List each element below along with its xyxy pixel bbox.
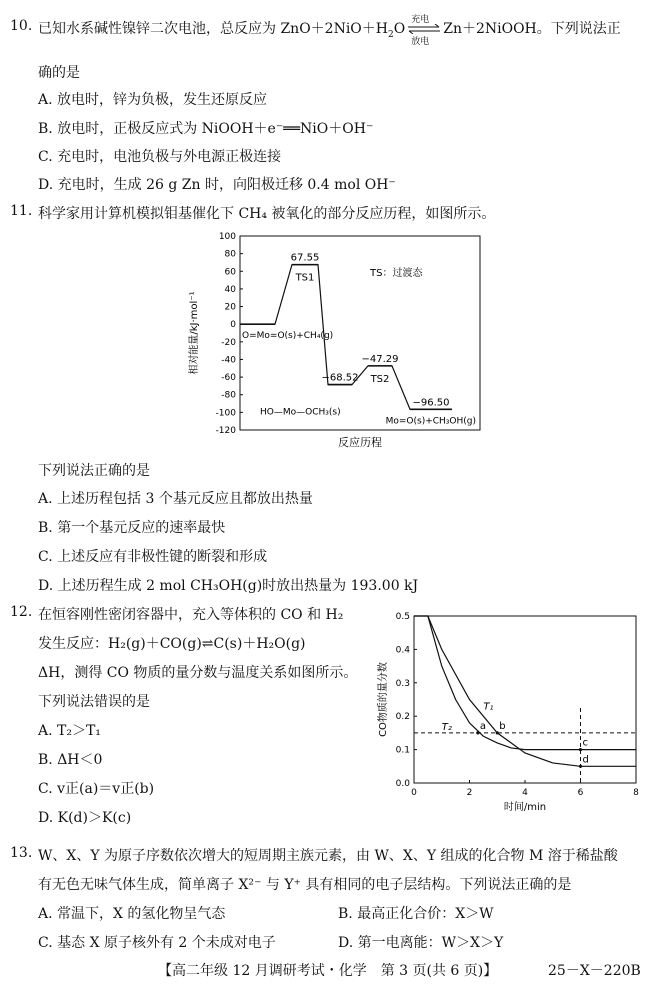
x-axis-label: 时间/min [503,802,547,813]
q12-option-b: B. ΔH＜0 [38,752,103,768]
q10-stem-line2: 确的是 [38,65,80,81]
y-tick-label: 20 [224,302,236,313]
y-axis-label: CO物质的量分数 [378,662,389,737]
y-tick-label: -20 [221,337,236,348]
q13-option-a: A. 常温下，X 的氢化物呈气态 [38,906,226,922]
series-line [414,616,636,766]
level-label: HO—Mo—OCH₃(s) [260,407,341,418]
level-label: Mo=O(s)+CH₃OH(g) [385,416,476,427]
energy-value-label: −47.29 [361,353,399,365]
footer-code: 25－X－220B [548,963,641,979]
q13-option-d: D. 第一电离能：W＞X＞Y [338,935,504,951]
q12-option-c: C. v正(a)＝v正(b) [38,781,155,797]
point-label: d [582,754,589,766]
y-tick-label: 100 [218,232,236,242]
energy-profile-chart [185,228,485,450]
y-tick-label: 40 [224,284,236,295]
x-axis-label: 反应历程 [338,436,382,449]
y-tick-label: 0.2 [395,712,410,723]
energy-value-label: 67.55 [290,252,320,264]
q10-option-a: A. 放电时，锌为负极，发生还原反应 [38,92,268,108]
energy-value-label: −68.52 [321,372,359,384]
y-tick-label: -100 [215,408,236,419]
q10-option-b: B. 放电时，正极反应式为 NiOOH＋e⁻══NiO＋OH⁻ [38,121,374,137]
level-label: TS1 [295,272,315,284]
y-tick-label: 0.4 [395,645,410,656]
q12-option-a: A. T₂＞T₁ [38,723,101,739]
q12-stem-line1: 在恒容刚性密闭容器中，充入等体积的 CO 和 H₂ [38,607,344,623]
q11-option-d: D. 上述历程生成 2 mol CH₃OH(g)时放出热量为 193.00 kJ [38,578,419,594]
q13-stem-line1: W、X、Y 为原子序数依次增大的短周期主族元素，由 W、X、Y 组成的化合物 M 溶于稀盐酸 [38,848,618,864]
reversible-arrow [407,15,441,47]
q10-option-c: C. 充电时，电池负极与外电源正极连接 [38,149,282,165]
y-tick-label: -60 [221,373,236,384]
x-tick-label: 2 [466,788,473,798]
q12-number: 12. [10,604,33,620]
series-label: T₁ [483,701,494,713]
q12-stem-line2: 发生反应：H₂(g)＋CO(g)⇌C(s)＋H₂O(g) [38,636,306,652]
footer-title: 【高二年级 12 月调研考试・化学 第 3 页(共 6 页)】 [158,963,498,979]
y-tick-label: -120 [215,426,236,436]
co-fraction-chart [370,608,642,818]
point-label: c [582,737,588,749]
q10-option-d: D. 充电时，生成 26 g Zn 时，向阳极迁移 0.4 mol OH⁻ [38,177,396,193]
series-label: T₂ [441,722,452,734]
y-tick-label: -80 [221,390,236,401]
x-tick-label: 4 [522,788,528,798]
discharge-label: 放电 [411,37,430,47]
x-tick-label: 0 [411,788,417,798]
q11-option-a: A. 上述历程包括 3 个基元反应且都放出热量 [38,491,313,507]
q11-option-b: B. 第一个基元反应的速率最快 [38,520,226,536]
charge-label: 充电 [411,15,430,25]
q10-stem-c: Zn＋2NiOOH。下列说法正 [443,21,621,37]
q11-stem: 科学家用计算机模拟钼基催化下 CH₄ 被氧化的部分反应历程，如图所示。 [38,206,496,222]
q10-number: 10. [10,18,33,34]
q10-stem-b: O [393,21,406,37]
y-tick-label: 0 [230,320,236,331]
energy-value-label: −96.50 [412,397,450,409]
point-label: b [499,720,506,732]
point-label: a [479,720,486,732]
x-tick-label: 8 [633,788,639,798]
q13-stem-line2: 有无色无味气体生成，简单离子 X²⁻ 与 Y⁺ 具有相同的电子层结构。下列说法正确的是 [38,877,572,893]
q12-question: 下列说法错误的是 [38,694,150,710]
y-tick-label: 0.3 [395,678,410,689]
plot-frame [414,616,636,783]
q13-option-b: B. 最高正化合价：X＞W [338,906,494,922]
level-label: O=Mo=O(s)+CH₄(g) [242,331,334,342]
equilibrium-arrow-icon [407,24,441,34]
y-tick-label: 80 [224,249,236,260]
y-tick-label: 60 [224,267,236,278]
q11-question: 下列说法正确的是 [38,463,150,479]
q13-number: 13. [10,845,33,861]
legend-note: TS：过渡态 [370,268,423,279]
q10-stem-a: 已知水系碱性镍锌二次电池，总反应为 ZnO＋2NiO＋H [38,21,388,37]
x-tick-label: 6 [577,788,584,798]
q13-option-c: C. 基态 X 原子核外有 2 个未成对电子 [38,935,276,951]
y-tick-label: 0.1 [395,745,410,756]
q11-number: 11. [10,203,33,219]
y-tick-label: -40 [221,355,236,366]
level-label: TS2 [370,373,390,385]
q10-stem: 已知水系碱性镍锌二次电池，总反应为 $ZnO+2NiO+H_2O$ 充电 放电 Zn＋2NiOOH。下列说法正 [38,18,621,40]
y-axis-label: 相对能量/kJ·mol⁻¹ [189,291,200,375]
q12-stem-line3: ΔH，测得 CO 物质的量分数与温度关系如图所示。 [38,665,358,681]
q11-option-c: C. 上述反应有非极性键的断裂和形成 [38,549,268,565]
y-tick-label: 0.0 [395,779,410,789]
q12-option-d: D. K(d)＞K(c) [38,810,132,826]
y-tick-label: 0.5 [395,612,410,622]
